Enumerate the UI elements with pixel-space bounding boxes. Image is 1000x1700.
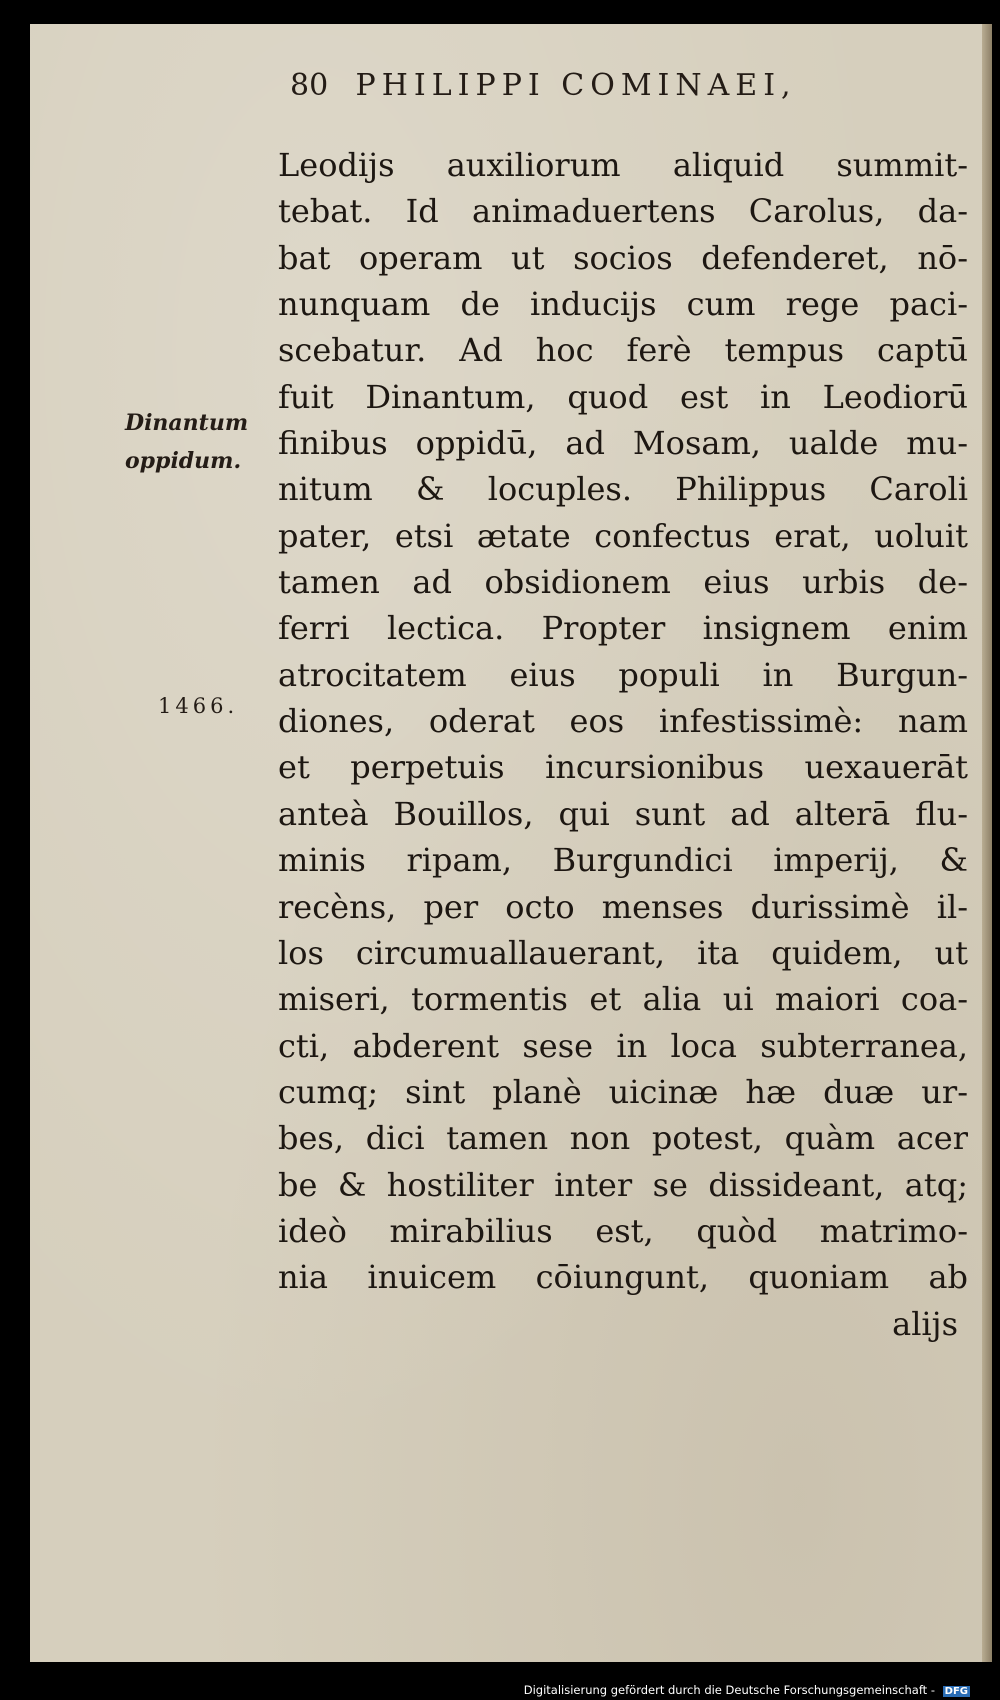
text-line: anteà Bouillos, qui sunt ad alterā flu- [278,794,968,833]
text-line: diones, oderat eos infestissimè: nam [278,702,968,741]
text-line: atrocitatem eius populi in Burgun- [278,655,968,694]
text-line: nunquam de inducijs cum rege paci- [278,285,968,324]
text-line: finibus oppidū, ad Mosam, ualde mu- [278,424,968,463]
text-line: pater, etsi ætate confectus erat, uoluit [278,516,968,555]
text-line: los circumuallauerant, ita quidem, ut [278,933,968,972]
margin-note-place [125,404,275,480]
text-line: tamen ad obsidionem eius urbis de- [278,563,968,602]
text-line: tebat. Id animaduertens Carolus, da- [278,192,968,231]
running-head [290,68,930,118]
text-line: Leodijs auxiliorum aliquid summit- [278,146,968,184]
funding-credit-text: Digitalisierung gefördert durch die Deutsche Forschungsgemeinschaft - [523,1683,935,1697]
text-line: scebatur. Ad hoc ferè tempus captū [278,331,968,370]
text-line: minis ripam, Burgundici imperij, & [278,841,968,880]
text-line: cumq; sint planè uicinæ hæ duæ ur- [278,1072,968,1111]
text-line: recèns, per octo menses durissimè il- [278,887,968,926]
text-line: ideò mirabilius est, quòd matrimo- [278,1211,968,1250]
funding-credit [524,1683,970,1697]
running-title: PHILIPPI COMINAEI, [355,68,797,103]
text-line: bes, dici tamen non potest, quàm acer [278,1119,968,1158]
text-line: be & hostiliter inter se dissideant, atq; [278,1165,968,1204]
page-edge [982,24,992,1662]
text-line: bat operam ut socios defenderet, nō- [278,238,968,277]
body-text [278,142,968,1347]
catchword: alijs [892,1304,958,1343]
text-line: nia inuicem cōiungunt, quoniam ab [278,1258,968,1297]
text-line: miseri, tormentis et alia ui maiori coa- [278,980,968,1019]
page-number: 80 [290,68,329,103]
text-line: cti, abderent sese in loca subterranea, [278,1026,968,1065]
text-line: ferri lectica. Propter insignem enim [278,609,968,648]
margin-note-year: 1466. [158,694,239,718]
text-line: fuit Dinantum, quod est in Leodiorū [278,377,968,416]
text-line: et perpetuis incursionibus uexauerāt [278,748,968,787]
text-line: nitum & locuples. Philippus Caroli [278,470,968,509]
margin-note-line: oppidum. [125,448,242,474]
margin-note-line: Dinantum [125,410,249,436]
dfg-logo-icon: DFG [944,1686,968,1697]
